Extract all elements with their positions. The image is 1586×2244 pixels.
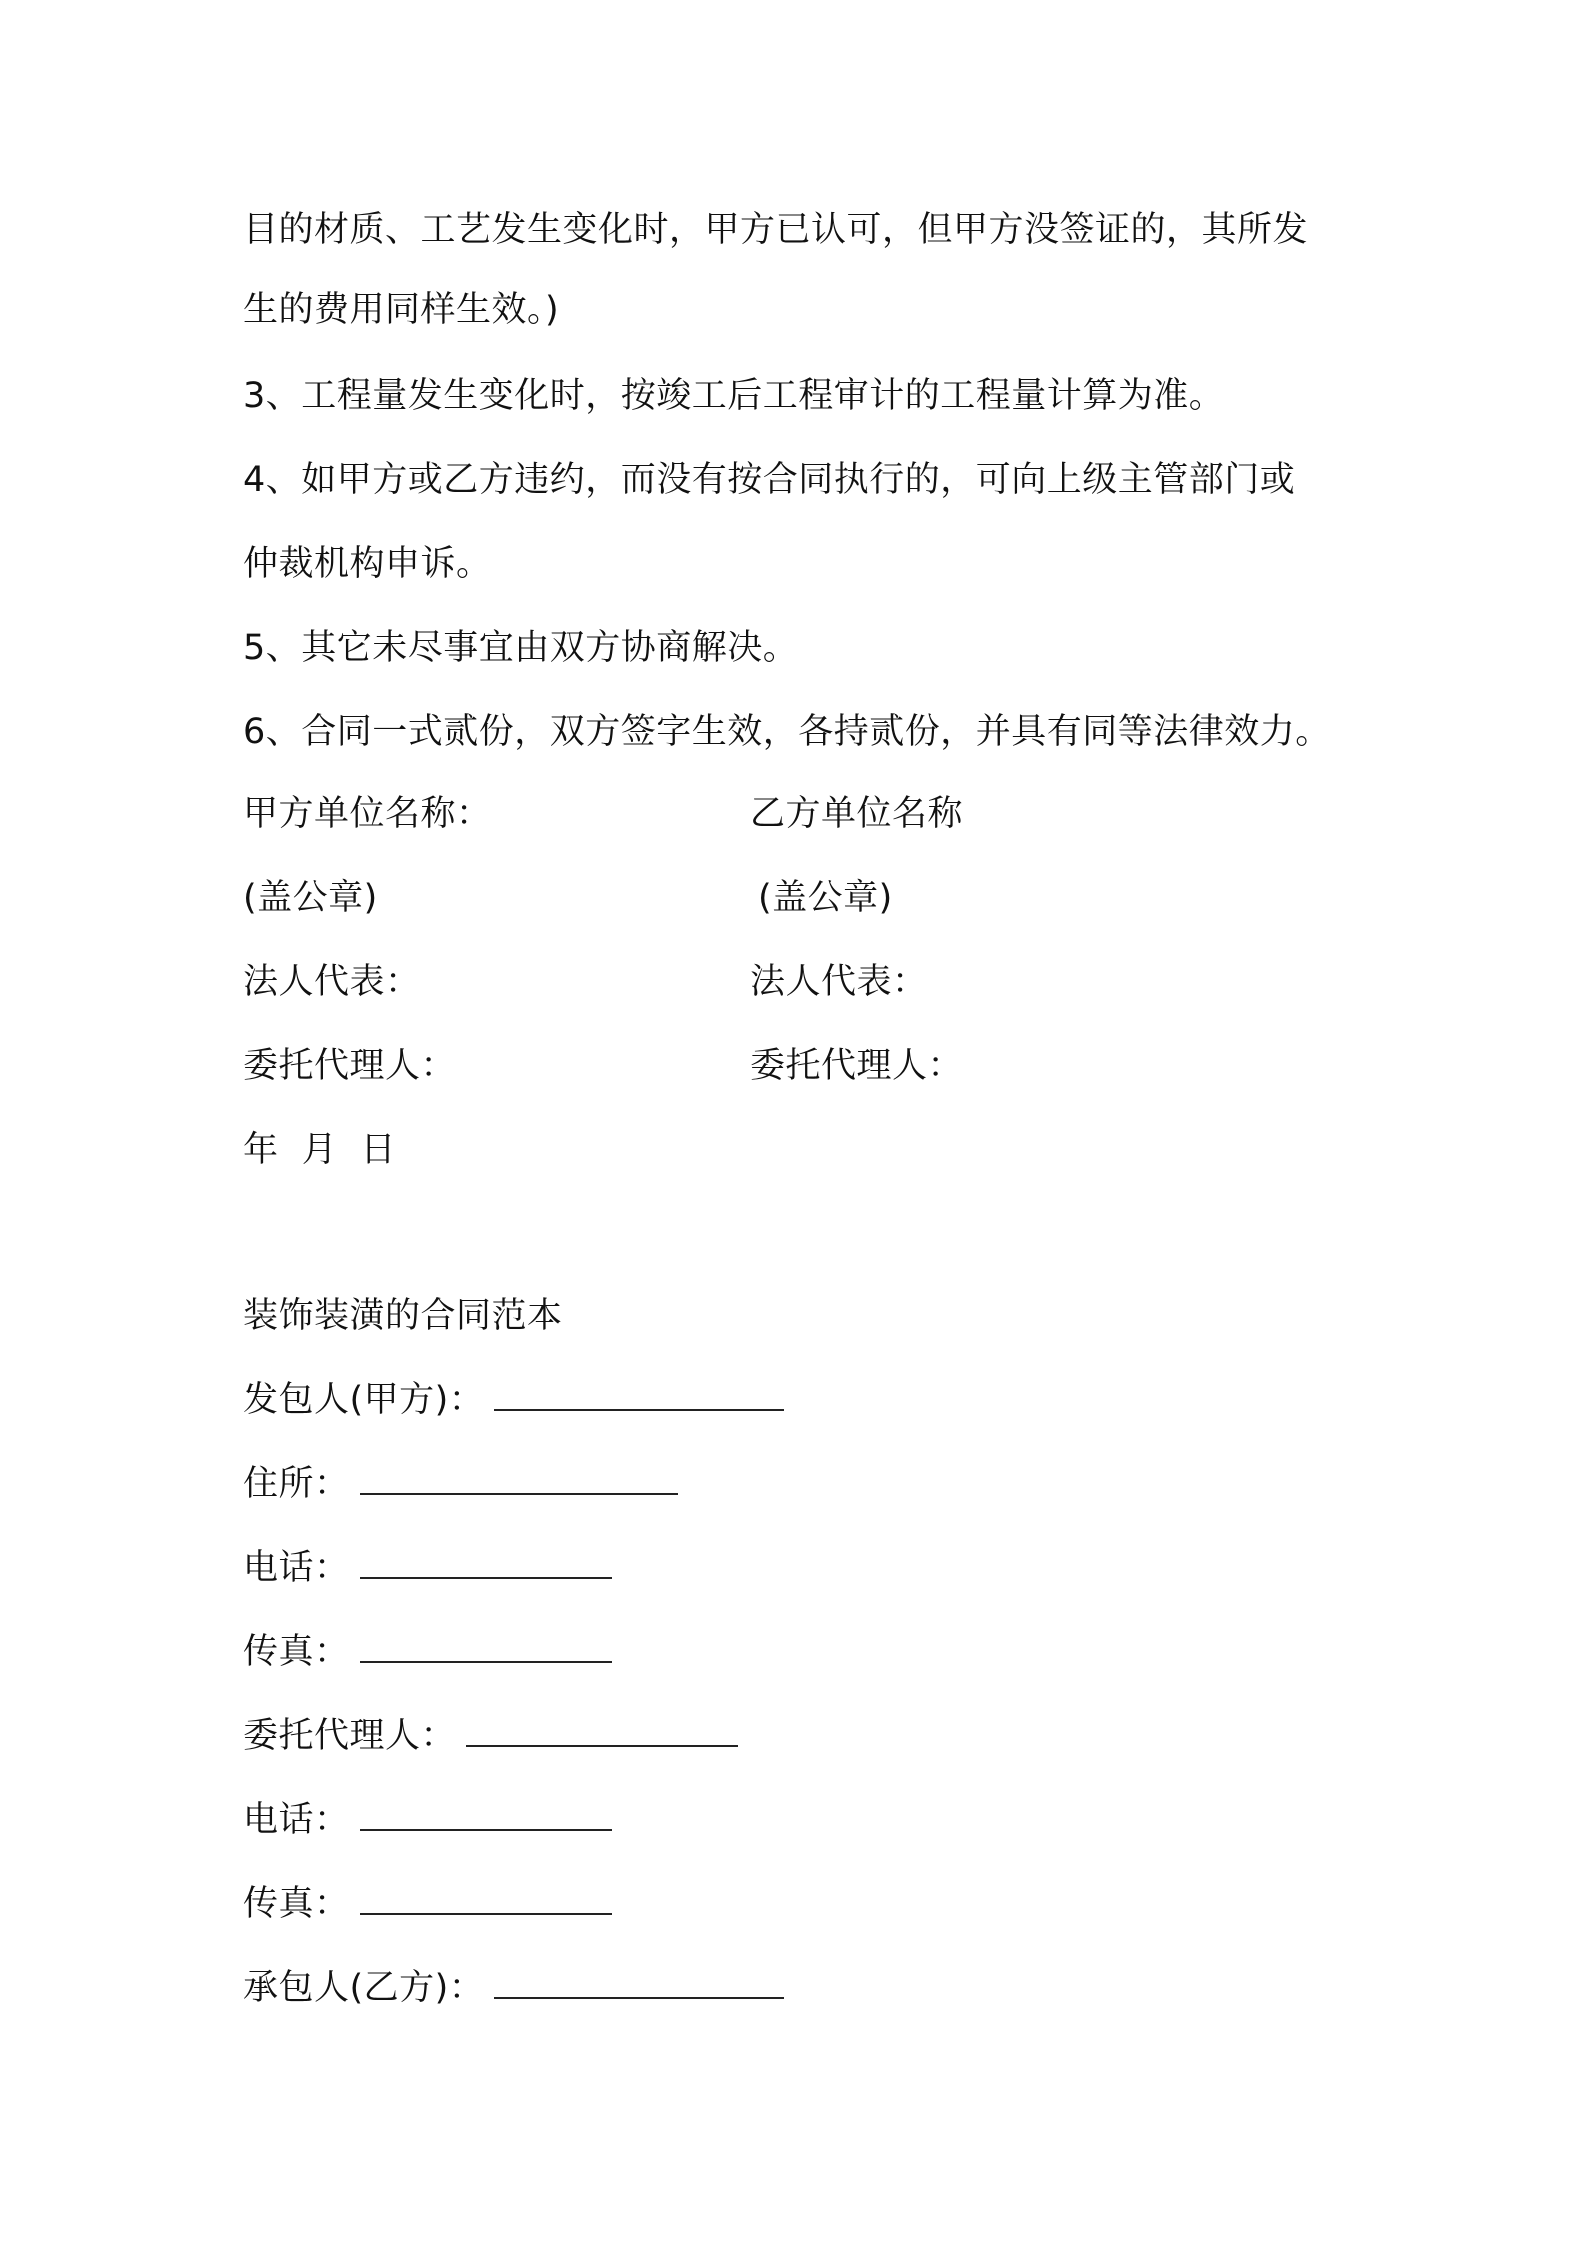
agent-blank [466,1715,738,1747]
phone-label: 电话： [243,1548,350,1588]
contractee-label: 承包人(乙方)： [243,1968,485,2008]
phone-blank [360,1547,612,1579]
contractor-blank [494,1379,784,1411]
paragraph-line: 生的费用同样生效。) [243,290,560,330]
phone-field [243,1546,612,1590]
phone2-label: 电话： [243,1800,350,1840]
agent-label: 委托代理人： [243,1716,457,1756]
fax2-label: 传真： [243,1884,350,1924]
phone2-field [243,1798,612,1842]
fax-label: 传真： [243,1632,350,1672]
address-blank [360,1463,678,1495]
fax2-field [243,1882,612,1926]
clause-6: 6、合同一式贰份，双方签字生效，各持贰份，并具有同等法律效力。 [243,712,1331,752]
clause-5: 5、其它未尽事宜由双方协商解决。 [243,628,799,668]
phone2-blank [360,1799,612,1831]
party-a-legal-label: 法人代表： [243,962,421,1002]
contractor-field [243,1378,784,1422]
clause-3: 3、工程量发生变化时，按竣工后工程审计的工程量计算为准。 [243,376,1225,416]
fax-blank [360,1631,612,1663]
party-b-agent-label: 委托代理人： [750,1046,964,1086]
party-a-name-label: 甲方单位名称： [243,794,492,834]
party-a-agent-label: 委托代理人： [243,1046,457,1086]
fax2-blank [360,1883,612,1915]
party-b-seal-label: (盖公章) [758,878,893,918]
party-b-name-label: 乙方单位名称 [750,794,964,834]
agent-field [243,1714,738,1758]
paragraph-line: 目的材质、工艺发生变化时，甲方已认可，但甲方没签证的，其所发 [243,210,1309,250]
contractor-label: 发包人(甲方)： [243,1380,485,1420]
date-line: 年 月 日 [243,1130,397,1170]
clause-4: 4、如甲方或乙方违约，而没有按合同执行的，可向上级主管部门或 [243,460,1296,500]
fax-field [243,1630,612,1674]
party-b-legal-label: 法人代表： [750,962,928,1002]
address-label: 住所： [243,1464,350,1504]
party-a-seal-label: (盖公章) [243,878,378,918]
clause-4-continued: 仲裁机构申诉。 [243,544,492,584]
contractee-blank [494,1967,784,1999]
contractee-field [243,1966,784,2010]
address-field [243,1462,678,1506]
template-title: 装饰装潢的合同范本 [243,1296,563,1336]
